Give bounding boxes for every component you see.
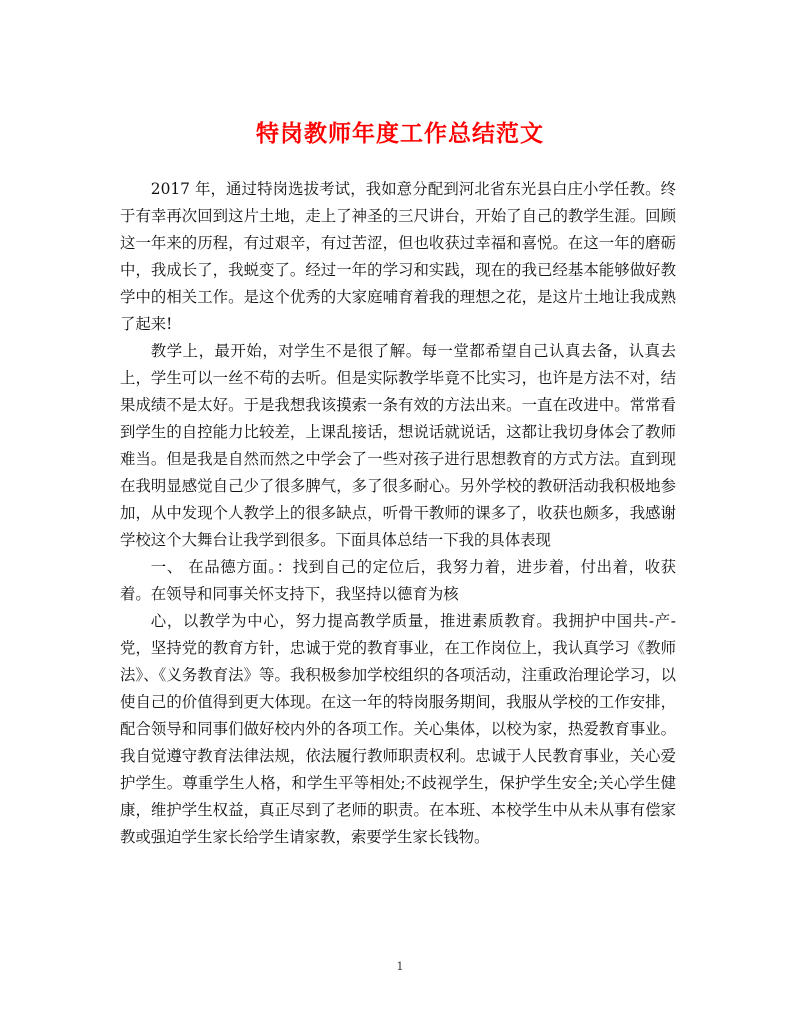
- paragraph-intro: 2017 年，通过特岗选拔考试，我如意分配到河北省东光县白庄小学任教。终于有幸再次回到这片土地，走上了神圣的三尺讲台，开始了自己的教学生涯。回顾这一年来的历程，有过艰辛，有过苦涩，但也收获过幸福和喜悦。在这一年的磨砺中，我成长了，我蜕变了。经过一年的学习和实践，现在的我已经基本能够做好教学中的相关工作。是这个优秀的大家庭哺育着我的理想之花，是这片土地让我成熟了起来!: [120, 180, 676, 333]
- document-body: [120, 176, 676, 851]
- page-number: 1: [396, 960, 404, 973]
- document-title: 特岗教师年度工作总结范文: [256, 120, 544, 148]
- paragraph-morality-detail: 心，以教学为中心，努力提高教学质量，推进素质教育。我拥护中国共-产-党，坚持党的教育方针，忠诚于党的教育事业，在工作岗位上，我认真学习《教师法》、《义务教育法》等。我积极参加学校组织的各项活动，注重政治理论学习，以使自己的价值得到更大体现。在这一年的特岗服务期间，我服从学校的工作安排，配合领导和同事们做好校内外的各项工作。关心集体，以校为家，热爱教育事业。我自觉遵守教育法律法规，依法履行教师职责权利。忠诚于人民教育事业，关心爱护学生。尊重学生人格，和学生平等相处;不歧视学生，保护学生安全;关心学生健康，维护学生权益，真正尽到了老师的职责。在本班、本校学生中从未从事有偿家教或强迫学生家长给学生请家教，索要学生家长钱物。: [120, 612, 676, 846]
- paragraph-morality-heading: 一、 在品德方面。：找到自己的定位后，我努力着，进步着，付出着，收获着。在领导和同事关怀支持下，我坚持以德育为核: [120, 558, 676, 603]
- paragraph-teaching: 教学上，最开始，对学生不是很了解。每一堂都希望自己认真去备，认真去上，学生可以一丝不苟的去听。但是实际教学毕竟不比实习，也许是方法不对，结果成绩不是太好。于是我想我该摸索一条有效的方法出来。一直在改进中。常常看到学生的自控能力比较差，上课乱接话，想说话就说话，这都让我切身体会了教师难当。但是我是自然而然之中学会了一些对孩子进行思想教育的方式方法。直到现在我明显感觉自己少了很多脾气，多了很多耐心。另外学校的教研活动我积极地参加，从中发现个人教学上的很多缺点，听骨干教师的课多了，收获也颇多，我感谢学校这个大舞台让我学到很多。下面具体总结一下我的具体表现: [120, 342, 676, 549]
